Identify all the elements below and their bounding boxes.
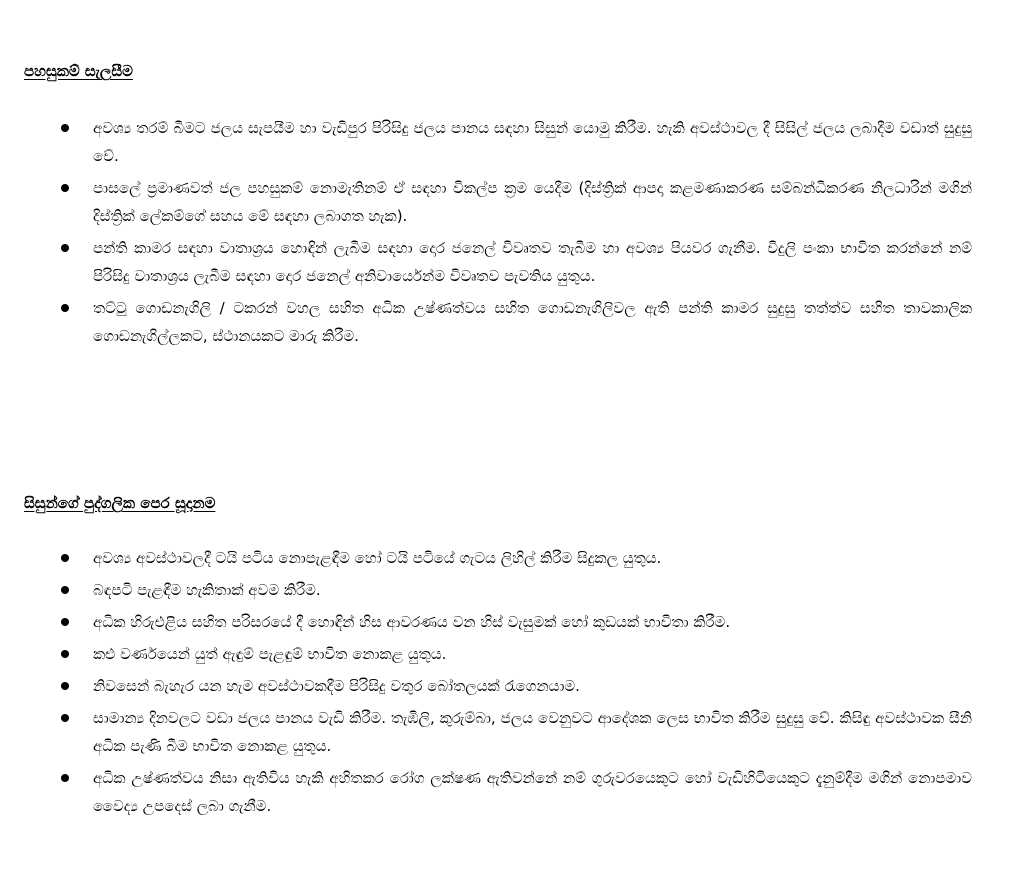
list-item-text: බඳපටි පැළඳීම හැකිතාක් අවම කිරීම.: [93, 581, 321, 599]
bullet-icon: [61, 774, 69, 782]
list-item-text: අධික උෂ්ණත්වය නිසා ඇතිවිය හැකි අහිතකර රෝග ලක්ෂණ ඇතිවන්නේ නම් ගුරුවරයෙකුට හෝ වැඩිහිටියෙකුට දැනුම්දීම මගින් නොපමාව වෛද්‍ය උපදෙස් ලබා ගැනීම.: [93, 769, 972, 815]
list-item: [0, 234, 1024, 290]
list-item: [0, 764, 1024, 820]
list-item: [0, 576, 1024, 604]
bullet-list-student-preparation: [0, 544, 1024, 824]
list-item: [0, 608, 1024, 636]
bullet-list-facilities: [0, 114, 1024, 354]
section-heading-student-preparation: සිසුන්ගේ පුද්ගලික පෙර සූදානම: [24, 494, 216, 512]
list-item: [0, 174, 1024, 230]
list-item-text: අවශ්‍ය අවස්ථාවලදී ටයි පටිය නොපැළඳීම හෝ ටයි පටියේ ගැටය ලිහිල් කිරීම සිදුකල යුතුය.: [93, 549, 662, 567]
bullet-icon: [61, 304, 69, 312]
list-item: [0, 704, 1024, 760]
bullet-icon: [61, 618, 69, 626]
list-item-text: පන්ති කාමර සඳහා වාතාශ්‍රය හොඳින් ලැබීම සඳහා දොර ජනෙල් විවෘතව තැබීම හා අවශ්‍ය පියවර ගැනීම. විදුලි පංකා භාවිත කරන්නේ නම් පිරිසිදු වාතාශ්‍රය ලැබීම සඳහා දොර ජනෙල් අනිවාර්යෙන්ම විවෘතව පැවතිය යුතුය.: [93, 239, 972, 285]
bullet-icon: [61, 554, 69, 562]
bullet-icon: [61, 714, 69, 722]
list-item-text: නිවසෙන් බැහැර යන හැම අවස්ථාවකදීම පිරිසිදු වතුර බෝතලයක් රැගෙනයාම.: [93, 677, 580, 695]
bullet-icon: [61, 184, 69, 192]
list-item: [0, 672, 1024, 700]
list-item: [0, 640, 1024, 668]
bullet-icon: [61, 682, 69, 690]
bullet-icon: [61, 124, 69, 132]
list-item-text: අධික හිරුඑළිය සහිත පරිසරයේ දී හොඳින් හිස ආවරණය වන හිස් වැසුමක් හෝ කුඩයක් භාවිතා කිරීම.: [93, 613, 731, 631]
list-item: [0, 294, 1024, 350]
list-item: [0, 544, 1024, 572]
list-item-text: කළු වර්ණයෙන් යුත් ඇඳුම් පැළඳුම් භාවිත නොකළ යුතුය.: [93, 645, 447, 663]
list-item-text: සාමාන්‍ය දිනවලට වඩා ජලය පානය වැඩි කිරීම. තැඹිලි, කුරුම්බා, ජලය වෙනුවට ආදේශක ලෙස භාවිත කිරීම සුදුසු වේ. කිසිඳු අවස්ථාවක සීනි අධික පැණි බීම භාවිත නොකළ යුතුය.: [93, 709, 972, 755]
list-item: [0, 114, 1024, 170]
bullet-icon: [61, 586, 69, 594]
section-heading-facilities: පහසුකම් සැලසීම: [24, 62, 133, 80]
list-item-text: පාසලේ ප්‍රමාණවත් ජල පහසුකම් නොමැතිනම් ඒ සඳහා විකල්ප ක්‍රම යෙදීම (දිස්ත්‍රික් ආපදා කළමණාකරණ සම්බන්ධීකරණ නිලධාරින් මගින් දිස්ත්‍රික් ලේකම්ගේ සහය මේ සඳහා ලබාගත හැක).: [93, 179, 972, 225]
list-item-text: තට්ටු ගොඩනැගිලි / ටකරන් වහල සහිත අධික උෂ්ණත්වය සහිත ගොඩනැගිලිවල ඇති පන්ති කාමර සුදුසු තත්ත්ව සහිත තාවකාලික ගොඩනැගිල්ලකට, ස්ථානයකට මාරු කිරීම.: [93, 299, 972, 345]
bullet-icon: [61, 244, 69, 252]
bullet-icon: [61, 650, 69, 658]
list-item-text: අවශ්‍ය තරම් බීමට ජලය සැපයීම හා වැඩිපුර පිරිසිදු ජලය පානය සඳහා සිසුන් යොමු කිරීම. හැකි අවස්ථාවල දී සිසිල් ජලය ලබාදීම වඩාත් සුදුසු වේ.: [93, 119, 972, 165]
